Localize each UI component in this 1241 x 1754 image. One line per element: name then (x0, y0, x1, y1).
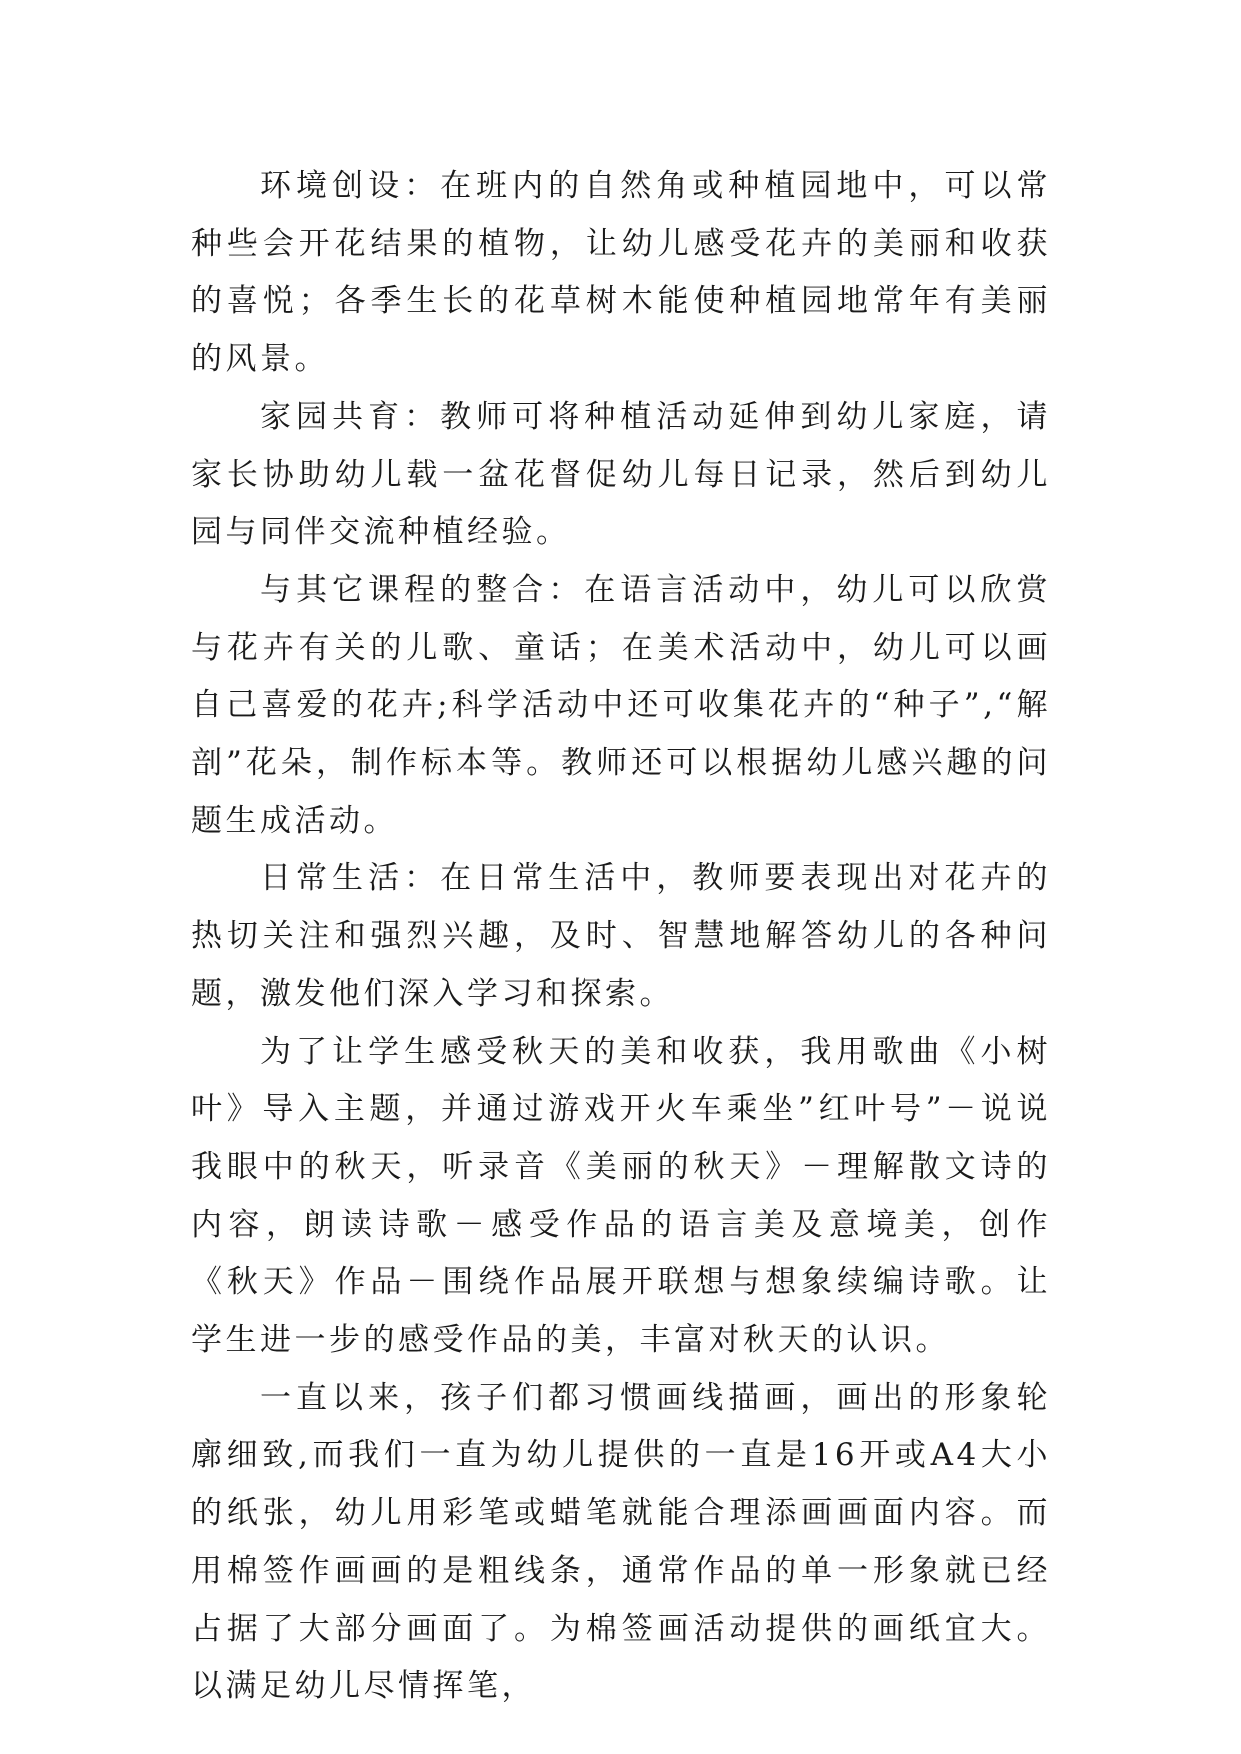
paragraph-daily-life: 日常生活：在日常生活中，教师要表现出对花卉的热切关注和强烈兴趣，及时、智慧地解答幼儿的各种问题，激发他们深入学习和探索。 (191, 860, 1051, 1012)
paragraph-curriculum-integration: 与其它课程的整合：在语言活动中，幼儿可以欣赏与花卉有关的儿歌、童话；在美术活动中，幼儿可以画自己喜爱的花卉;科学活动中还可收集花卉的“种子”,“解剖”花朵，制作标本等。教师还可以根据幼儿感兴趣的问题生成活动。 (191, 571, 1051, 839)
paragraph-cotton-swab-drawing: 一直以来，孩子们都习惯画线描画，画出的形象轮廓细致,而我们一直为幼儿提供的一直是16开或A4大小的纸张，幼儿用彩笔或蜡笔就能合理添画画面内容。而用棉签作画画的是粗线条，通常作品的单一形象就已经占据了大部分画面了。为棉签画活动提供的画纸宜大。以满足幼儿尽情挥笔， (191, 1379, 1051, 1705)
paragraph-home-school: 家园共育：教师可将种植活动延伸到幼儿家庭，请家长协助幼儿载一盆花督促幼儿每日记录，然后到幼儿园与同伴交流种植经验。 (191, 398, 1051, 551)
paragraph-autumn-lesson: 为了让学生感受秋天的美和收获，我用歌曲《小树叶》导入主题，并通过游戏开火车乘坐”红叶号”－说说我眼中的秋天，听录音《美丽的秋天》－理解散文诗的内容，朗读诗歌－感受作品的语言美及意境美，创作《秋天》作品－围绕作品展开联想与想象续编诗歌。让学生进一步的感受作品的美，丰富对秋天的认识。 (191, 1033, 1051, 1359)
document-body (191, 158, 1051, 1716)
paragraph-environment: 环境创设：在班内的自然角或种植园地中，可以常种些会开花结果的植物，让幼儿感受花卉的美丽和收获的喜悦；各季生长的花草树木能使种植园地常年有美丽的风景。 (191, 168, 1051, 378)
